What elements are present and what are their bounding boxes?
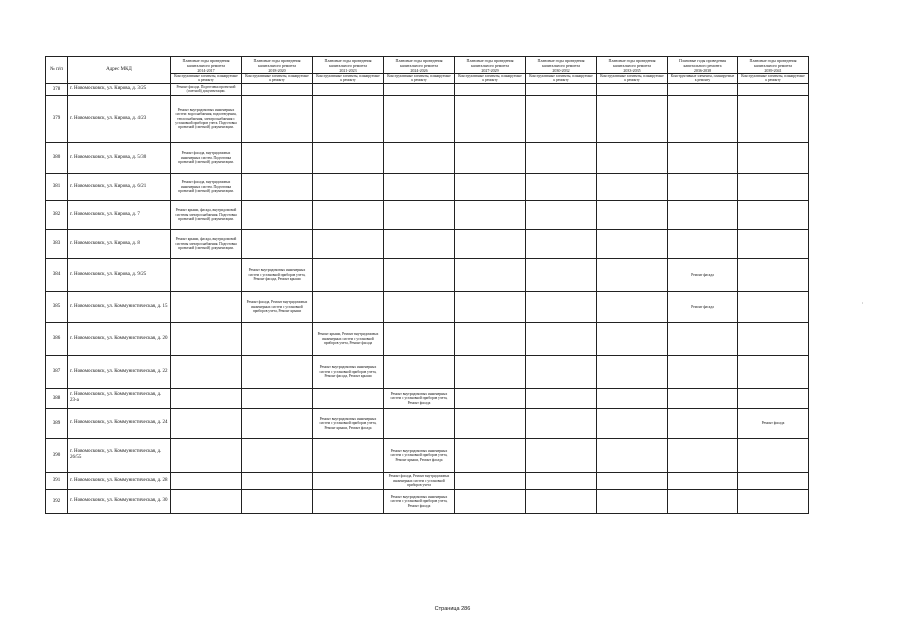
repair-cell [313, 258, 384, 291]
repair-cell [668, 200, 738, 229]
repair-cell [455, 438, 526, 472]
row-address: г. Новомосковск, ул. Кирова, д. 3/25 [68, 83, 171, 95]
row-number: 387 [46, 355, 68, 388]
row-number: 379 [46, 95, 68, 142]
repair-cell [526, 142, 597, 173]
period-header-4 [455, 57, 526, 74]
table-row [46, 489, 809, 513]
repair-cell [738, 388, 809, 408]
repair-cell [526, 408, 597, 438]
repair-cell [526, 438, 597, 472]
row-address: г. Новомосковск, ул. Коммунистическая, д. 22 [68, 355, 171, 388]
period-subheader-0: Конструктивные элементы, планируемые к ремонту [171, 74, 242, 84]
period-years: 2014-2017 [197, 67, 215, 73]
repair-cell [526, 83, 597, 95]
repair-cell [668, 388, 738, 408]
repair-cell [384, 83, 455, 95]
repair-cell [313, 229, 384, 258]
period-header-8 [738, 57, 809, 74]
repair-cell [171, 355, 242, 388]
period-subheader-2: Конструктивные элементы, планируемые к ремонту [313, 74, 384, 84]
table-row [46, 258, 809, 291]
table-row [46, 200, 809, 229]
period-years: 2027-2029 [481, 67, 499, 73]
row-number: 381 [46, 173, 68, 200]
table-row [46, 291, 809, 322]
repair-cell [738, 229, 809, 258]
row-number: 388 [46, 388, 68, 408]
repair-cell [171, 388, 242, 408]
repair-cell [171, 408, 242, 438]
repair-cell [526, 472, 597, 489]
row-number: 390 [46, 438, 68, 472]
repair-cell [738, 258, 809, 291]
period-header-0 [171, 57, 242, 74]
repair-cell [597, 173, 668, 200]
row-address: г. Новомосковск, ул. Коммунистическая, д. 28 [68, 472, 171, 489]
page-number: Страница 286 [434, 606, 471, 612]
repair-cell [668, 489, 738, 513]
period-years: 2024-2026 [410, 67, 428, 73]
repair-cell [738, 83, 809, 95]
row-address: г. Новомосковск, ул. Коммунистическая, д. 26/55 [68, 438, 171, 472]
repair-cell [597, 200, 668, 229]
repair-cell [242, 489, 313, 513]
repair-cell [738, 489, 809, 513]
period-subheader-8: Конструктивные элементы, планируемые к ремонту [738, 74, 809, 84]
repair-cell: Ремонт внутридомовых инженерных систем с установкой приборов учета, Ремонт крыши, Ремонт фасада [384, 438, 455, 472]
repair-cell [455, 388, 526, 408]
table-row [46, 472, 809, 489]
repair-cell [313, 291, 384, 322]
period-title: Плановые годы проведения капитального ремонта [395, 57, 443, 68]
row-address: г. Новомосковск, ул. Коммунистическая, д. 24 [68, 408, 171, 438]
repair-cell [455, 173, 526, 200]
repair-cell [597, 83, 668, 95]
repair-cell [455, 408, 526, 438]
repair-cell [313, 200, 384, 229]
repair-cell [738, 438, 809, 472]
period-header-6 [597, 57, 668, 74]
repair-cell: Ремонт крыши, фасада, внутридомовой системы электроснабжения. Подготовка проектной (сметной) документации. [171, 229, 242, 258]
repair-cell [526, 355, 597, 388]
repair-cell [313, 83, 384, 95]
table-row [46, 408, 809, 438]
row-number: 378 [46, 83, 68, 95]
repair-cell [384, 142, 455, 173]
repair-cell [384, 229, 455, 258]
period-years: 2030-2032 [552, 67, 570, 73]
period-title: Плановые годы проведения капитального ремонта [324, 57, 372, 68]
period-years: 2018-2020 [268, 67, 286, 73]
repair-cell [242, 142, 313, 173]
repair-cell [597, 258, 668, 291]
column-header-address: Адрес МКД [68, 57, 171, 84]
table-row [46, 322, 809, 355]
repair-cell [526, 388, 597, 408]
repair-cell [384, 200, 455, 229]
repair-cell [242, 83, 313, 95]
repair-cell: Ремонт фасада, Ремонт внутридомовых инженерных систем с установкой приборов учета [384, 472, 455, 489]
repair-cell [384, 258, 455, 291]
repair-cell: Ремонт фасада [668, 258, 738, 291]
repair-cell [242, 388, 313, 408]
repair-cell [668, 408, 738, 438]
repair-cell [455, 472, 526, 489]
period-subheader-4: Конструктивные элементы, планируемые к ремонту [455, 74, 526, 84]
period-subheader-7: Конструктивные элементы, планируемые к ремонту [668, 74, 738, 84]
repair-cell: Ремонт фасада, внутридомовых инженерных систем. Подготовка проектной (сметной) документации. [171, 173, 242, 200]
repair-cell [526, 95, 597, 142]
table-row [46, 388, 809, 408]
period-title: Плановые годы проведения капитального ремонта [537, 57, 585, 68]
period-title: Плановые годы проведения капитального ремонта [182, 57, 230, 68]
repair-cell [313, 472, 384, 489]
period-title: Плановые годы проведения капитального ремонта [608, 57, 656, 68]
repair-cell [597, 229, 668, 258]
period-years: 2036-2038 [693, 67, 712, 73]
period-subheader-6: Конструктивные элементы, планируемые к ремонту [597, 74, 668, 84]
page-edge-mark: , [862, 300, 864, 305]
repair-cell [171, 291, 242, 322]
repair-cell [668, 173, 738, 200]
repair-cell [171, 258, 242, 291]
period-header-3 [384, 57, 455, 74]
row-number: 386 [46, 322, 68, 355]
repair-cell [455, 322, 526, 355]
repair-cell [526, 291, 597, 322]
table-row [46, 95, 809, 142]
repair-cell [313, 142, 384, 173]
row-number: 385 [46, 291, 68, 322]
row-address: г. Новомосковск, ул. Коммунистическая, д. 30 [68, 489, 171, 513]
repair-cell [384, 408, 455, 438]
repair-cell [242, 95, 313, 142]
repair-cell [738, 322, 809, 355]
repair-cell: Ремонт фасада, внутридомовых инженерных систем. Подготовка проектной (сметной) документации. [171, 142, 242, 173]
row-address: г. Новомосковск, ул. Коммунистическая, д. 15 [68, 291, 171, 322]
repair-cell [313, 173, 384, 200]
row-number: 392 [46, 489, 68, 513]
period-title: Плановые годы проведения капитального ремонта [749, 57, 797, 68]
column-header-number: № п/п [46, 57, 68, 84]
row-number: 380 [46, 142, 68, 173]
repair-cell [171, 472, 242, 489]
row-number: 389 [46, 408, 68, 438]
table-row [46, 142, 809, 173]
repair-cell [313, 95, 384, 142]
repair-cell [526, 200, 597, 229]
repair-cell [313, 388, 384, 408]
repair-cell [597, 291, 668, 322]
repair-cell: Ремонт фасада [668, 291, 738, 322]
row-address: г. Новомосковск, ул. Коммунистическая, д. 23-а [68, 388, 171, 408]
repair-cell [455, 95, 526, 142]
repair-cell [526, 322, 597, 355]
repair-cell [313, 438, 384, 472]
repair-cell: Ремонт фасада [738, 408, 809, 438]
repair-cell [171, 322, 242, 355]
period-header-1 [242, 57, 313, 74]
repair-cell: Ремонт фасада, Ремонт внутридомовых инженерных систем с установкой приборов учета, Ремонт крыши [242, 291, 313, 322]
repair-cell [171, 438, 242, 472]
repair-cell [597, 438, 668, 472]
repair-cell [455, 83, 526, 95]
repair-cell [455, 489, 526, 513]
repair-cell [242, 438, 313, 472]
repair-cell [526, 258, 597, 291]
period-years: 2033-2035 [623, 67, 641, 73]
repair-cell [738, 95, 809, 142]
period-subheader-5: Конструктивные элементы, планируемые к ремонту [526, 74, 597, 84]
period-subheader-3: Конструктивные элементы, планируемые к ремонту [384, 74, 455, 84]
repair-cell [171, 489, 242, 513]
repair-cell [597, 142, 668, 173]
repair-cell: Ремонт крыши, Ремонт внутридомовых инженерных систем с установкой приборов учета, Ремонт фасада [313, 322, 384, 355]
repair-cell [597, 472, 668, 489]
row-address: г. Новомосковск, ул. Кирова, д. 9/25 [68, 258, 171, 291]
row-address: г. Новомосковск, ул. Коммунистическая, д. 20 [68, 322, 171, 355]
repair-cell: Ремонт внутридомовых инженерных систем с установкой приборов учета, Ремонт крыши, Ремонт фасада [313, 408, 384, 438]
row-number: 391 [46, 472, 68, 489]
repair-cell [668, 322, 738, 355]
period-header-5 [526, 57, 597, 74]
row-number: 382 [46, 200, 68, 229]
repair-cell [668, 83, 738, 95]
table-row [46, 173, 809, 200]
repair-cell [455, 200, 526, 229]
repair-plan-table [45, 56, 809, 514]
period-subheader-1: Конструктивные элементы, планируемые к ремонту [242, 74, 313, 84]
row-number: 384 [46, 258, 68, 291]
table-row [46, 229, 809, 258]
period-title: Плановые годы проведения капитального ремонта [253, 57, 301, 68]
repair-cell [455, 142, 526, 173]
repair-cell [597, 95, 668, 142]
repair-cell [738, 472, 809, 489]
repair-cell [597, 408, 668, 438]
period-title: Плановые годы проведения капитального ремонта [679, 57, 726, 68]
repair-cell [738, 200, 809, 229]
row-address: г. Новомосковск, ул. Кирова, д. 7 [68, 200, 171, 229]
repair-cell [455, 258, 526, 291]
repair-cell [668, 95, 738, 142]
repair-cell [526, 173, 597, 200]
repair-cell [313, 489, 384, 513]
repair-cell [384, 322, 455, 355]
repair-cell [384, 355, 455, 388]
row-address: г. Новомосковск, ул. Кирова, д. 8 [68, 229, 171, 258]
repair-cell [597, 388, 668, 408]
repair-cell [242, 355, 313, 388]
repair-cell [242, 322, 313, 355]
period-header-2 [313, 57, 384, 74]
repair-cell [242, 408, 313, 438]
repair-cell: Ремонт внутридомовых инженерных систем с установкой приборов учета, Ремонт фасада [384, 489, 455, 513]
row-address: г. Новомосковск, ул. Кирова, д. 6/21 [68, 173, 171, 200]
period-years: 2039-2041 [764, 67, 782, 73]
repair-cell: Ремонт фасада. Подготовка проектной (сметной) документации. [171, 83, 242, 95]
repair-cell [526, 489, 597, 513]
repair-cell: Ремонт внутридомовых инженерных систем с установкой приборов учета, Ремонт фасада, Ремонт крыши [242, 258, 313, 291]
repair-cell [668, 229, 738, 258]
repair-cell [597, 355, 668, 388]
repair-cell [597, 322, 668, 355]
period-years: 2021-2023 [339, 67, 357, 73]
repair-cell [668, 142, 738, 173]
repair-cell [668, 472, 738, 489]
row-address: г. Новомосковск, ул. Кирова, д. 5/30 [68, 142, 171, 173]
table-row [46, 438, 809, 472]
repair-cell [738, 142, 809, 173]
period-header-7 [668, 57, 738, 74]
row-address: г. Новомосковск, ул. Кирова, д. 4/23 [68, 95, 171, 142]
repair-cell [455, 291, 526, 322]
repair-cell [384, 95, 455, 142]
repair-cell [242, 173, 313, 200]
repair-cell [668, 355, 738, 388]
table-row [46, 355, 809, 388]
repair-cell [455, 229, 526, 258]
repair-cell [384, 173, 455, 200]
row-number: 383 [46, 229, 68, 258]
repair-cell [526, 229, 597, 258]
repair-cell [242, 229, 313, 258]
repair-cell: Ремонт внутридомовых инженерных систем с установкой приборов учета, Ремонт фасада, Ремонт крыши [313, 355, 384, 388]
repair-cell [738, 291, 809, 322]
repair-cell [455, 355, 526, 388]
repair-cell [242, 472, 313, 489]
repair-cell [738, 355, 809, 388]
repair-cell [384, 291, 455, 322]
repair-cell: Ремонт внутридомовых инженерных систем с установкой приборов учета, Ремонт фасада [384, 388, 455, 408]
period-title: Плановые годы проведения капитального ремонта [466, 57, 514, 68]
repair-cell [597, 489, 668, 513]
repair-cell: Ремонт крыши, фасада, внутридомовой системы электроснабжения. Подготовка проектной (сметной) документации. [171, 200, 242, 229]
table-row [46, 83, 809, 95]
repair-cell [668, 438, 738, 472]
repair-cell [242, 200, 313, 229]
repair-cell: Ремонт внутридомовых инженерных систем: водоснабжения, водоотведения, теплоснабжения, электроснабжения с установкой приборов учета. Подготовка проектной (сметной) документации. [171, 95, 242, 142]
repair-cell [738, 173, 809, 200]
